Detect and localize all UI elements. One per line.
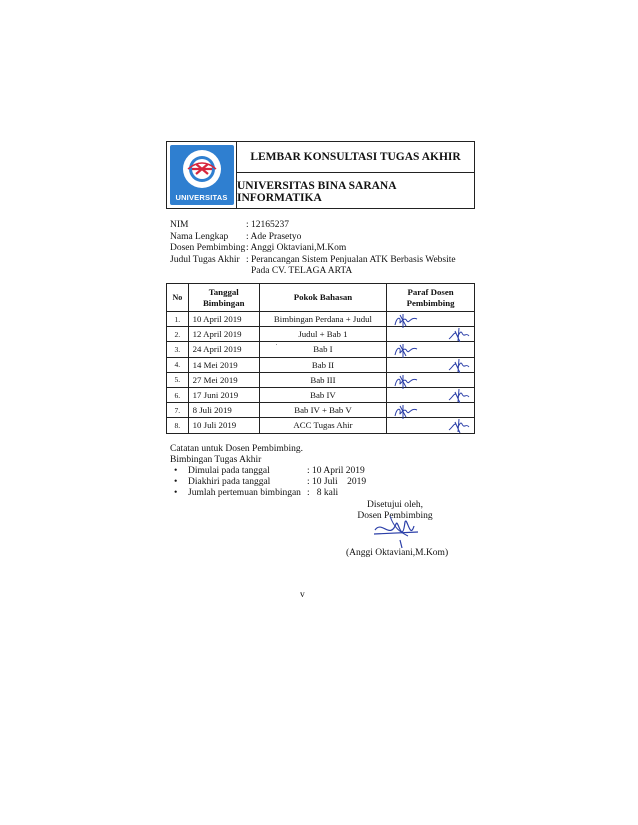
nim-label: NIM	[170, 220, 189, 230]
row-number: 4.	[167, 357, 189, 372]
thesis-title-value: : Perancangan Sistem Penjualan ATK Berbasis Website	[246, 254, 456, 265]
nim-value: : 12165237	[246, 220, 290, 230]
row-signature-cell	[387, 342, 475, 357]
row-topic: Bab II	[259, 357, 386, 372]
notes-item	[170, 466, 366, 477]
table-header-row	[167, 284, 475, 312]
notes-item	[170, 477, 366, 488]
row-topic: Judul + Bab 1	[259, 327, 386, 342]
thesis-title-label: Judul Tugas Akhir	[170, 254, 240, 265]
row-number: 7.	[167, 403, 189, 418]
notes-item-label: Dimulai pada tanggal	[188, 466, 270, 476]
table-row	[167, 327, 475, 342]
row-date: 8 Juli 2019	[188, 403, 259, 418]
thesis-title-row	[170, 255, 456, 267]
row-signature-cell	[387, 312, 475, 327]
header-topic: Pokok Bahasan	[259, 284, 386, 312]
bsi-university-logo-icon	[170, 145, 234, 205]
row-number: 3.	[167, 342, 189, 357]
row-topic: ACC Tugas Ahir	[259, 418, 386, 433]
row-signature-cell	[387, 372, 475, 387]
row-topic: Bab III	[259, 372, 386, 387]
scan-speck	[276, 344, 277, 345]
table-row	[167, 418, 475, 433]
approver-name: (Anggi Oktaviani,M.Kom)	[346, 548, 449, 558]
thesis-title-value-2: Pada CV. TELAGA ARTA	[251, 266, 353, 276]
notes-item-value: : 10 Juli 2019	[307, 477, 367, 487]
consultation-table	[166, 283, 475, 434]
row-signature-cell	[387, 357, 475, 372]
bullet-icon: •	[174, 488, 178, 498]
row-date: 12 April 2019	[188, 327, 259, 342]
advisor-row	[170, 243, 456, 255]
table-row	[167, 372, 475, 387]
row-topic: Bab I	[259, 342, 386, 357]
row-date: 10 April 2019	[188, 312, 259, 327]
notes-item-value: : 8 kali	[307, 488, 339, 498]
notes-item-label: Diakhiri pada tanggal	[188, 477, 271, 487]
table-row	[167, 403, 475, 418]
notes-item-value: : 10 April 2019	[307, 466, 365, 476]
name-label: Nama Lengkap	[170, 231, 229, 242]
row-number: 5.	[167, 372, 189, 387]
header-signature	[387, 284, 475, 312]
row-signature-cell	[387, 387, 475, 402]
row-signature-cell	[387, 418, 475, 433]
header-sign-line2: Pembimbing	[406, 297, 455, 308]
table-row	[167, 312, 475, 327]
table-body	[167, 312, 475, 434]
header-box	[166, 141, 475, 209]
row-date: 14 Mei 2019	[188, 357, 259, 372]
page-number: v	[300, 590, 305, 600]
notes-section	[170, 444, 366, 499]
university-name: UNIVERSITAS BINA SARANA INFORMATIKA	[237, 179, 396, 204]
row-date: 27 Mei 2019	[188, 372, 259, 387]
header-sign-line1: Paraf Dosen	[407, 286, 454, 297]
table-row	[167, 387, 475, 402]
logo-cell	[167, 142, 237, 208]
notes-line2: Bimbingan Tugas Akhir	[170, 455, 262, 465]
row-number: 2.	[167, 327, 189, 342]
row-topic: Bimbingan Perdana + Judul	[259, 312, 386, 327]
nim-row	[170, 220, 456, 232]
row-number: 8.	[167, 418, 189, 433]
form-title: LEMBAR KONSULTASI TUGAS AKHIR	[237, 142, 474, 173]
student-info	[170, 220, 456, 278]
bullet-icon: •	[174, 477, 178, 487]
approval-line2: Dosen Pembimbing	[357, 511, 433, 521]
header-date	[188, 284, 259, 312]
notes-item-label: Jumlah pertemuan bimbingan	[188, 488, 301, 498]
signature-icon	[445, 418, 471, 435]
header-date-line2: Bimbingan	[202, 297, 245, 308]
row-date: 17 Juni 2019	[188, 387, 259, 402]
header-date-line1: Tanggal	[208, 286, 239, 297]
row-signature-cell	[387, 327, 475, 342]
name-value: : Ade Prasetyo	[246, 231, 302, 242]
row-signature-cell	[387, 403, 475, 418]
notes-item	[170, 488, 366, 499]
advisor-label: Dosen Pembimbing	[170, 243, 246, 253]
row-date: 24 April 2019	[188, 342, 259, 357]
thesis-title-row-2	[170, 266, 456, 278]
row-number: 1.	[167, 312, 189, 327]
advisor-signature-icon	[372, 510, 422, 550]
advisor-value: : Anggi Oktaviani,M.Kom	[246, 243, 347, 253]
approval-line1: Disetujui oleh,	[367, 500, 423, 510]
header-no: No	[167, 284, 189, 312]
row-topic: Bab IV	[259, 387, 386, 402]
row-date: 10 Juli 2019	[188, 418, 259, 433]
logo-word: UNIVERSITAS	[175, 193, 228, 202]
table-row	[167, 357, 475, 372]
bullet-icon: •	[174, 466, 178, 476]
name-row	[170, 232, 456, 244]
notes-line1: Catatan untuk Dosen Pembimbing.	[170, 444, 303, 454]
table-row	[167, 342, 475, 357]
row-number: 6.	[167, 387, 189, 402]
row-topic: Bab IV + Bab V	[259, 403, 386, 418]
